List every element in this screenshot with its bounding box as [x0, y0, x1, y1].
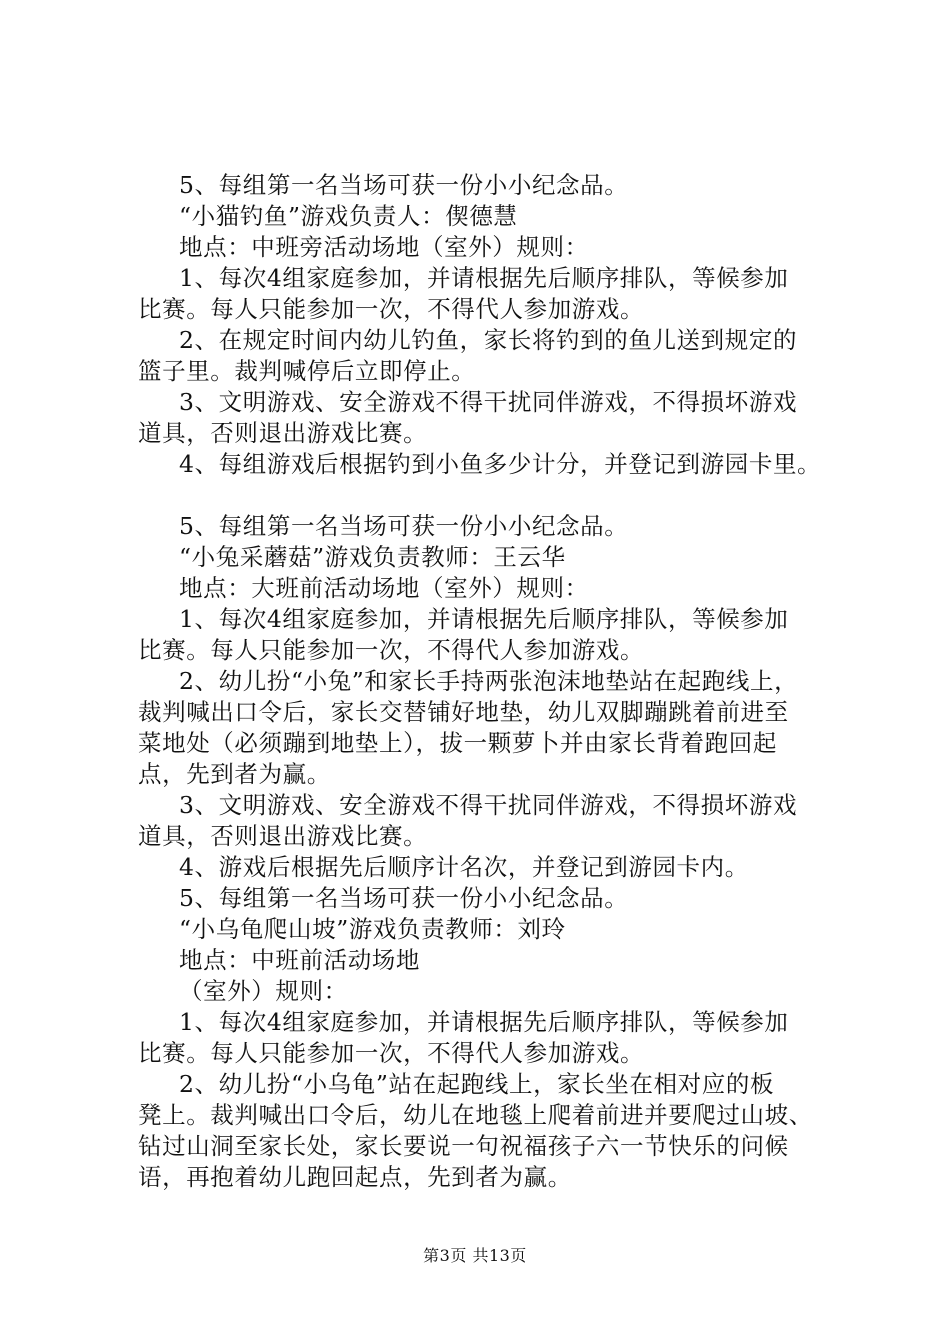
blank-line	[138, 480, 850, 511]
paragraph-line: 语，再抱着幼儿跑回起点，先到者为赢。	[138, 1163, 572, 1191]
paragraph-line: “小猫钓鱼”游戏负责人：偰德慧	[179, 202, 518, 230]
paragraph-line: 1、每次4组家庭参加，并请根据先后顺序排队，等候参加	[179, 264, 789, 292]
paragraph-line: 比赛。每人只能参加一次，不得代人参加游戏。	[138, 295, 645, 323]
paragraph-line: 2、在规定时间内幼儿钓鱼，家长将钓到的鱼儿送到规定的	[179, 326, 798, 354]
page-footer: 第3页 共13页	[423, 1246, 527, 1265]
paragraph-line: “小兔采蘑菇”游戏负责教师：王云华	[179, 543, 566, 571]
paragraph-line: 1、每次4组家庭参加，并请根据先后顺序排队，等候参加	[179, 1008, 789, 1036]
paragraph-line: （室外）规则：	[179, 977, 348, 1005]
paragraph-line: 5、每组第一名当场可获一份小小纪念品。	[179, 512, 629, 540]
paragraph-line: 3、文明游戏、安全游戏不得干扰同伴游戏，不得损坏游戏	[179, 791, 798, 819]
paragraph-line: “小乌龟爬山坡”游戏负责教师：刘玲	[179, 915, 566, 943]
paragraph-line: 2、幼儿扮“小兔”和家长手持两张泡沫地垫站在起跑线上，	[179, 667, 799, 695]
paragraph-line: 道具，否则退出游戏比赛。	[138, 822, 428, 850]
paragraph-line: 地点：大班前活动场地（室外）规则：	[179, 574, 589, 602]
paragraph-line: 比赛。每人只能参加一次，不得代人参加游戏。	[138, 636, 645, 664]
paragraph-line: 5、每组第一名当场可获一份小小纪念品。	[179, 884, 629, 912]
paragraph-line: 地点：中班前活动场地	[179, 946, 420, 974]
paragraph-line: 篮子里。裁判喊停后立即停止。	[138, 357, 476, 385]
paragraph-line: 5、每组第一名当场可获一份小小纪念品。	[179, 171, 629, 199]
paragraph-line: 钻过山洞至家长处，家长要说一句祝福孩子六一节快乐的问候	[138, 1132, 789, 1160]
paragraph-line: 4、每组游戏后根据钓到小鱼多少计分，并登记到游园卡里。	[179, 450, 822, 478]
paragraph-line: 裁判喊出口令后，家长交替铺好地垫，幼儿双脚蹦跳着前进至	[138, 698, 789, 726]
paragraph-line: 3、文明游戏、安全游戏不得干扰同伴游戏，不得损坏游戏	[179, 388, 798, 416]
paragraph-line: 凳上。裁判喊出口令后，幼儿在地毯上爬着前进并要爬过山坡、	[138, 1101, 813, 1129]
paragraph-line: 4、游戏后根据先后顺序计名次，并登记到游园卡内。	[179, 853, 749, 881]
paragraph-line: 地点：中班旁活动场地（室外）规则：	[179, 233, 589, 261]
paragraph-line: 1、每次4组家庭参加，并请根据先后顺序排队，等候参加	[179, 605, 789, 633]
paragraph-line: 菜地处（必须蹦到地垫上），拔一颗萝卜并由家长背着跑回起	[138, 729, 777, 757]
document-body	[138, 170, 850, 1193]
paragraph-line: 2、幼儿扮“小乌龟”站在起跑线上，家长坐在相对应的板	[179, 1070, 775, 1098]
paragraph-line: 道具，否则退出游戏比赛。	[138, 419, 428, 447]
paragraph-line: 点，先到者为赢。	[138, 760, 331, 788]
paragraph-line: 比赛。每人只能参加一次，不得代人参加游戏。	[138, 1039, 645, 1067]
